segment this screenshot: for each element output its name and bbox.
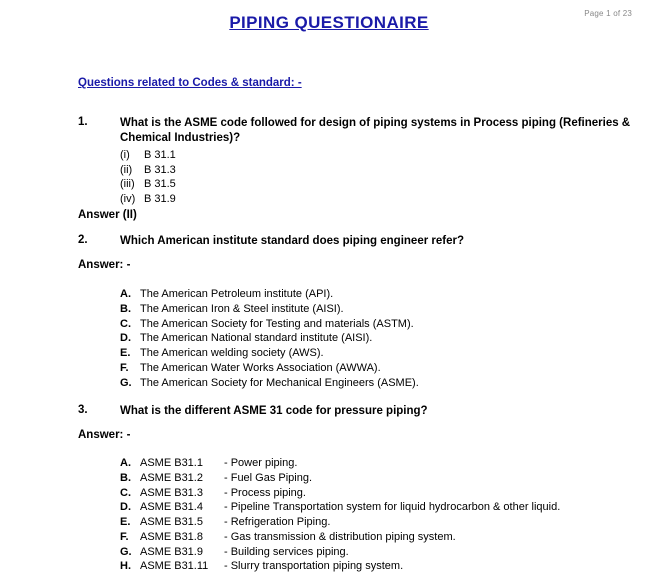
option-letter: C. bbox=[120, 317, 131, 330]
option-label: B 31.9 bbox=[144, 192, 176, 205]
question-text: Which American institute standard does piping engineer refer? bbox=[120, 235, 464, 247]
option-label: The American Water Works Association (AWWA). bbox=[140, 361, 381, 374]
option-label: The American Petroleum institute (API). bbox=[140, 288, 334, 300]
option-letter: E. bbox=[120, 347, 131, 360]
option-description: - Gas transmission & distribution piping system. bbox=[224, 530, 456, 543]
option-code: ASME B31.4 bbox=[140, 501, 203, 514]
option-description: - Process piping. bbox=[224, 486, 306, 499]
list-item bbox=[120, 302, 419, 317]
option-letter: D. bbox=[120, 501, 131, 514]
option-description: - Slurry transportation piping system. bbox=[224, 560, 404, 573]
option-letter: F. bbox=[120, 361, 129, 374]
option-code: ASME B31.2 bbox=[140, 471, 203, 484]
section-heading: Questions related to Codes & standard: - bbox=[78, 77, 302, 89]
list-item bbox=[120, 177, 638, 192]
option-letter: E. bbox=[120, 516, 131, 529]
list-item bbox=[120, 346, 419, 361]
option-description: - Refrigeration Piping. bbox=[224, 516, 331, 529]
list-item bbox=[120, 545, 560, 560]
list-item bbox=[120, 361, 419, 376]
question-number: 2. bbox=[78, 234, 88, 246]
option-letter: G. bbox=[120, 376, 132, 389]
list-item bbox=[120, 456, 560, 471]
option-marker: (i) bbox=[120, 149, 130, 162]
list-item bbox=[120, 559, 560, 574]
option-description: - Building services piping. bbox=[224, 545, 349, 558]
list-item bbox=[120, 515, 560, 530]
question-block-2 bbox=[78, 234, 638, 249]
option-letter: G. bbox=[120, 545, 132, 558]
option-marker: (ii) bbox=[120, 163, 133, 176]
page-title: PIPING QUESTIONAIRE bbox=[229, 13, 429, 32]
list-item bbox=[120, 530, 560, 545]
lettered-options-question-2 bbox=[120, 287, 419, 390]
option-code: ASME B31.1 bbox=[140, 457, 203, 469]
option-code: ASME B31.11 bbox=[140, 560, 209, 573]
code-options-question-3 bbox=[120, 456, 560, 574]
page-number-header: Page 1 of 23 bbox=[584, 9, 632, 18]
option-description: - Fuel Gas Piping. bbox=[224, 471, 313, 484]
option-label: B 31.5 bbox=[144, 178, 176, 191]
answer-question-3: Answer: - bbox=[78, 429, 131, 441]
question-block-3 bbox=[78, 404, 638, 419]
option-letter: H. bbox=[120, 560, 131, 573]
question-text: What is the ASME code followed for design of piping systems in Process piping (Refineries & Chemical Industries)? bbox=[120, 117, 631, 144]
option-label: The American National standard institute (AISI). bbox=[140, 332, 373, 345]
answer-question-1: Answer (II) bbox=[78, 209, 137, 221]
option-description: - Pipeline Transportation system for liquid hydrocarbon & other liquid. bbox=[224, 501, 561, 514]
list-item bbox=[120, 486, 560, 501]
question-text: What is the different ASME 31 code for pressure piping? bbox=[120, 405, 428, 417]
document-page bbox=[0, 9, 658, 573]
list-item bbox=[120, 376, 419, 391]
option-letter: B. bbox=[120, 471, 131, 484]
list-item bbox=[120, 163, 638, 178]
option-letter: A. bbox=[120, 288, 131, 300]
question-number: 1. bbox=[78, 116, 88, 128]
option-label: The American Society for Mechanical Engineers (ASME). bbox=[140, 376, 419, 389]
option-label: The American welding society (AWS). bbox=[140, 347, 324, 360]
option-letter: F. bbox=[120, 530, 129, 543]
answer-question-2: Answer: - bbox=[78, 259, 131, 271]
list-item bbox=[120, 331, 419, 346]
option-description: - Power piping. bbox=[224, 457, 298, 469]
list-item bbox=[120, 192, 638, 207]
list-item bbox=[120, 500, 560, 515]
option-code: ASME B31.5 bbox=[140, 516, 203, 529]
roman-options-list bbox=[120, 148, 638, 206]
option-label: B 31.1 bbox=[144, 149, 176, 162]
option-letter: A. bbox=[120, 457, 131, 469]
option-label: The American Society for Testing and materials (ASTM). bbox=[140, 317, 414, 330]
option-label: The American Iron & Steel institute (AISI). bbox=[140, 302, 344, 315]
question-number: 3. bbox=[78, 404, 88, 416]
list-item bbox=[120, 317, 419, 332]
option-label: B 31.3 bbox=[144, 163, 176, 176]
option-letter: D. bbox=[120, 332, 131, 345]
option-code: ASME B31.9 bbox=[140, 545, 203, 558]
option-marker: (iv) bbox=[120, 192, 136, 205]
list-item bbox=[120, 471, 560, 486]
option-marker: (iii) bbox=[120, 178, 135, 191]
list-item bbox=[120, 287, 419, 302]
question-block-1 bbox=[78, 116, 638, 207]
option-letter: B. bbox=[120, 302, 131, 315]
list-item bbox=[120, 148, 638, 163]
option-code: ASME B31.8 bbox=[140, 530, 203, 543]
option-letter: C. bbox=[120, 486, 131, 499]
option-code: ASME B31.3 bbox=[140, 486, 203, 499]
